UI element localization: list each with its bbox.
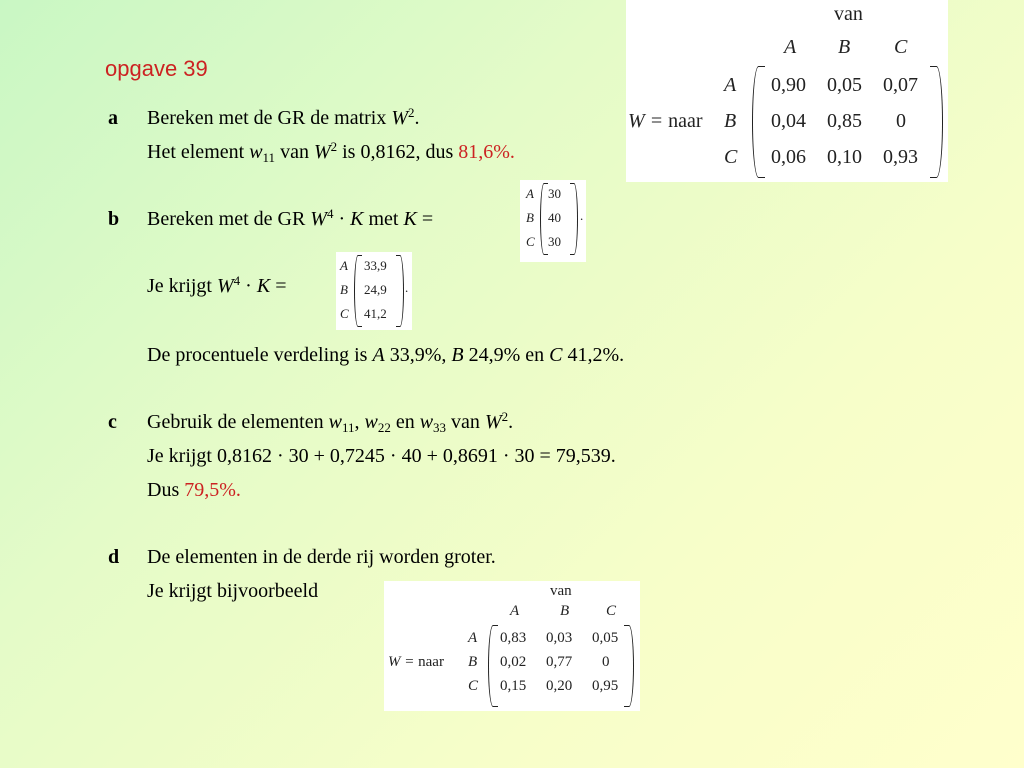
part-d-line2: Je krijgt bijvoorbeeld [147, 580, 319, 602]
text: en [395, 411, 415, 433]
subscript: 33 [433, 420, 447, 435]
col-header-a: A [784, 36, 797, 58]
vector-cell: 30 [548, 186, 561, 201]
col-header-b: B [838, 36, 851, 58]
van-label: van [550, 583, 572, 599]
vector-cell: 40 [548, 210, 561, 225]
part-d-label: d [108, 546, 120, 568]
vector-cell: 30 [548, 234, 561, 249]
k-symbol: K [403, 208, 417, 230]
matrix-cell: 0 [896, 110, 906, 132]
part-b-line1 [147, 207, 433, 231]
matrix-cell: 0,04 [771, 110, 806, 132]
k-vector-panel [520, 180, 586, 262]
right-bracket [930, 66, 943, 178]
col-header-c: C [606, 603, 617, 619]
k-symbol: K [350, 208, 364, 230]
row-header-a: A [468, 630, 478, 646]
part-a-line2 [147, 140, 515, 164]
matrix-cell: 0,77 [546, 654, 573, 670]
matrix-cell: 0,93 [883, 146, 918, 168]
part-c-line1 [147, 410, 513, 434]
part-c-line2: Je krijgt 0,8162 · 30 + 0,7245 · 40 + 0,8691 · 30 = 79,539. [147, 445, 616, 467]
matrix-cell: 0,02 [500, 654, 527, 670]
value-a: 33,9%, [389, 344, 447, 366]
k-symbol: K [256, 275, 271, 297]
matrix-top-panel [626, 0, 948, 182]
row-header-c: C [340, 306, 349, 321]
part-c-label: c [108, 411, 117, 433]
matrix-cell: 0,07 [883, 74, 918, 96]
text: Bereken met de GR de matrix [147, 107, 387, 129]
period: . [580, 208, 584, 223]
exponent: 4 [233, 273, 241, 288]
text: Gebruik de elementen [147, 411, 324, 433]
van-label: van [834, 3, 863, 25]
w-element: w [364, 411, 378, 433]
row-header-a: A [526, 186, 534, 201]
w-symbol: W [310, 208, 327, 230]
left-bracket [354, 255, 362, 327]
exponent: 2 [330, 139, 338, 154]
b-symbol: B [451, 344, 464, 366]
answer-c: 79,5%. [184, 479, 241, 501]
matrix-bottom-panel [384, 581, 640, 711]
text: De procentuele verdeling is [147, 344, 368, 366]
right-bracket [624, 625, 634, 707]
matrix-cell: 0,06 [771, 146, 806, 168]
matrix-w-symbol: W = [388, 654, 415, 670]
dot: · [245, 275, 252, 297]
dot: · [338, 208, 346, 230]
text: Het element [147, 141, 245, 163]
equals: = [275, 275, 287, 297]
left-bracket [540, 183, 548, 255]
col-header-c: C [894, 36, 908, 58]
subscript: 11 [341, 420, 355, 435]
matrix-lhs [628, 110, 703, 133]
vector-cell: 24,9 [364, 282, 387, 297]
text: met [368, 208, 399, 230]
answer-a: 81,6%. [458, 141, 515, 163]
period: . [405, 280, 409, 295]
matrix-cell: 0,10 [827, 146, 862, 168]
right-bracket [570, 183, 578, 255]
matrix-cell: 0,05 [827, 74, 862, 96]
matrix-cell: 0,85 [827, 110, 862, 132]
row-header-b: B [724, 110, 737, 132]
part-b-line3 [147, 343, 624, 367]
text: van [451, 411, 480, 433]
part-c-line3 [147, 478, 241, 502]
w-symbol: W [217, 275, 234, 297]
matrix-w-symbol: W = [628, 110, 664, 132]
row-header-a: A [340, 258, 348, 273]
matrix-cell: 0,83 [500, 630, 527, 646]
row-header-b: B [526, 210, 534, 225]
page-title: opgave 39 [105, 56, 208, 81]
w-symbol: W [391, 107, 409, 129]
text: Je krijgt [147, 275, 212, 297]
left-bracket [488, 625, 498, 707]
equals: = [421, 208, 434, 230]
row-header-a: A [724, 74, 737, 96]
result-vector-panel [336, 252, 412, 330]
matrix-cell: 0,90 [771, 74, 806, 96]
w-element: w [419, 411, 434, 433]
row-header-b: B [468, 654, 478, 670]
matrix-cell: 0 [602, 654, 610, 670]
text: Dus [147, 479, 180, 501]
col-header-a: A [510, 603, 520, 619]
value-b: 24,9% en [468, 344, 545, 366]
period: . [414, 107, 420, 129]
part-a-label: a [108, 107, 118, 129]
w-symbol: W [484, 411, 502, 433]
vector-cell: 41,2 [364, 306, 387, 321]
exponent: 2 [408, 105, 415, 120]
exponent: 4 [326, 206, 334, 221]
exponent: 2 [501, 409, 509, 424]
col-header-b: B [560, 603, 570, 619]
matrix-cell: 0,05 [592, 630, 619, 646]
matrix-cell: 0,15 [500, 678, 527, 694]
value-c: 41,2%. [567, 344, 625, 366]
row-header-c: C [526, 234, 535, 249]
subscript: 22 [377, 420, 391, 435]
left-bracket [752, 66, 765, 178]
matrix-cell: 0,20 [546, 678, 573, 694]
matrix-lhs [388, 654, 444, 671]
a-symbol: A [372, 344, 385, 366]
naar-label: naar [418, 654, 444, 670]
row-header-c: C [468, 678, 479, 694]
period: . [508, 411, 514, 433]
matrix-cell: 0,03 [546, 630, 573, 646]
row-header-b: B [340, 282, 348, 297]
text: Bereken met de GR [147, 208, 306, 230]
matrix-cell: 0,95 [592, 678, 619, 694]
part-b-line2 [147, 274, 286, 298]
right-bracket [396, 255, 404, 327]
comma: , [354, 411, 360, 433]
vector-cell: 33,9 [364, 258, 387, 273]
part-d-line1: De elementen in de derde rij worden groter. [147, 546, 496, 568]
subscript: 11 [262, 150, 276, 165]
part-a-line1 [147, 106, 420, 130]
w-element: w [249, 141, 263, 163]
c-symbol: C [549, 344, 563, 366]
naar-label: naar [668, 110, 703, 132]
w-symbol: W [313, 141, 331, 163]
text: is 0,8162, dus [342, 141, 454, 163]
text: van [280, 141, 309, 163]
row-header-c: C [724, 146, 738, 168]
w-element: w [328, 411, 342, 433]
part-b-label: b [108, 208, 120, 230]
